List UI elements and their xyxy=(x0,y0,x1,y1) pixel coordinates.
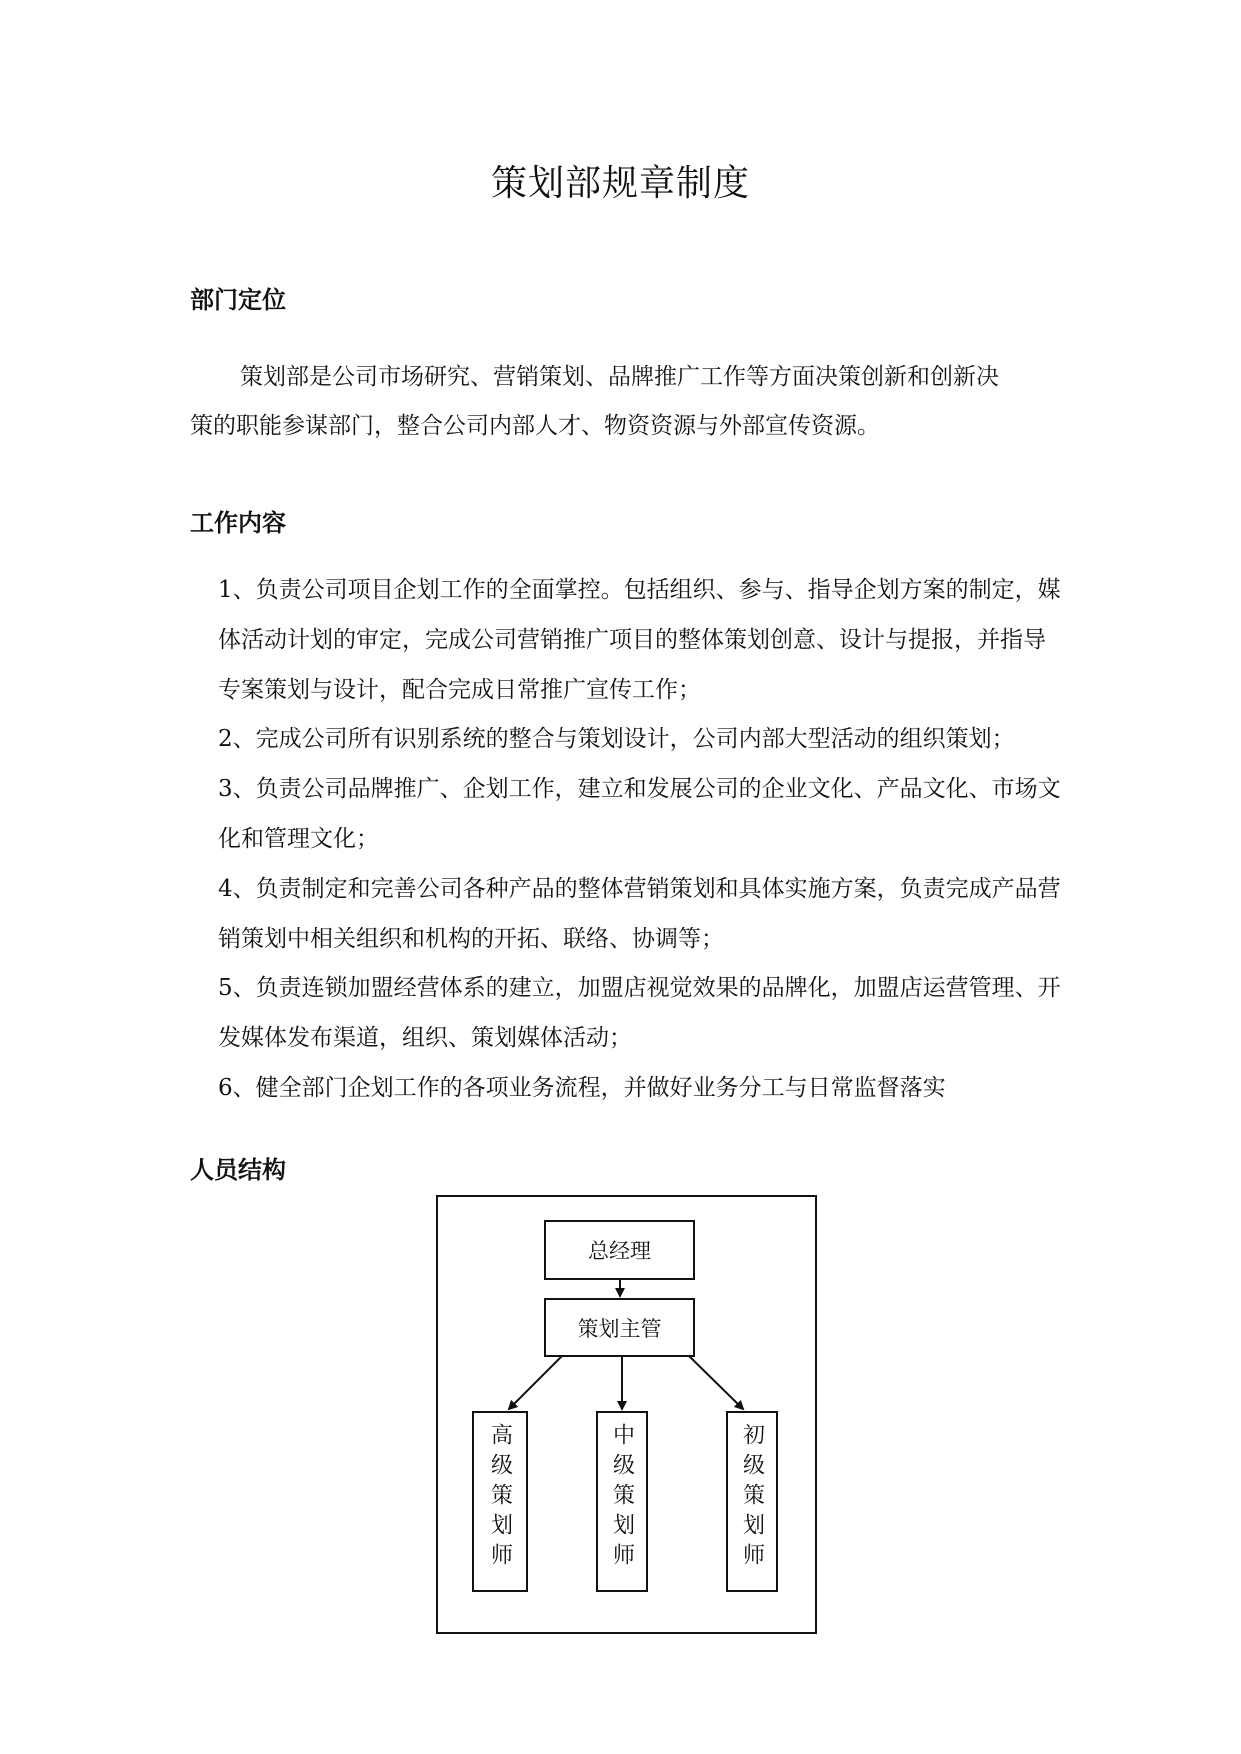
section-heading-structure: 人员结构 xyxy=(190,1156,286,1184)
work-item-5: 5、负责连锁加盟经营体系的建立，加盟店视觉效果的品牌化，加盟店运营管理、开发媒体发布渠道，组织、策划媒体活动； xyxy=(218,975,1061,1051)
org-chart xyxy=(436,1195,817,1634)
arrow-middle-to-senior xyxy=(509,1356,562,1409)
org-node-mid-planner: 中级策划师 xyxy=(596,1411,648,1592)
work-item-2: 2、完成公司所有识别系统的整合与策划设计，公司内部大型活动的组织策划； xyxy=(218,726,1015,752)
positioning-paragraph-line-1: 策划部是公司市场研究、营销策划、品牌推广工作等方面决策创新和创新决 xyxy=(240,364,999,390)
work-item-6: 6、健全部门企划工作的各项业务流程，并做好业务分工与日常监督落实 xyxy=(218,1075,946,1101)
org-node-senior-planner: 高级策划师 xyxy=(472,1411,528,1592)
page-title: 策划部规章制度 xyxy=(490,163,750,204)
work-item-1: 1、负责公司项目企划工作的全面掌控。包括组织、参与、指导企划方案的制定，媒体活动计划的审定，完成公司营销推广项目的整体策划创意、设计与提报，并指导专案策划与设计，配合完成日常推广宣传工作； xyxy=(218,577,1061,703)
positioning-paragraph-line-2: 策的职能参谋部门，整合公司内部人才、物资资源与外部宣传资源。 xyxy=(190,413,880,439)
section-heading-work: 工作内容 xyxy=(190,509,286,537)
section-heading-positioning: 部门定位 xyxy=(190,286,286,314)
arrow-middle-to-junior xyxy=(689,1356,743,1409)
work-item-3: 3、负责公司品牌推广、企划工作，建立和发展公司的企业文化、产品文化、市场文化和管理文化； xyxy=(218,776,1061,852)
org-node-planning-supervisor: 策划主管 xyxy=(544,1298,695,1357)
work-item-4: 4、负责制定和完善公司各种产品的整体营销策划和具体实施方案，负责完成产品营销策划中相关组织和机构的开拓、联络、协调等； xyxy=(218,876,1061,952)
org-node-junior-planner: 初级策划师 xyxy=(726,1411,778,1592)
org-node-general-manager: 总经理 xyxy=(544,1220,695,1280)
